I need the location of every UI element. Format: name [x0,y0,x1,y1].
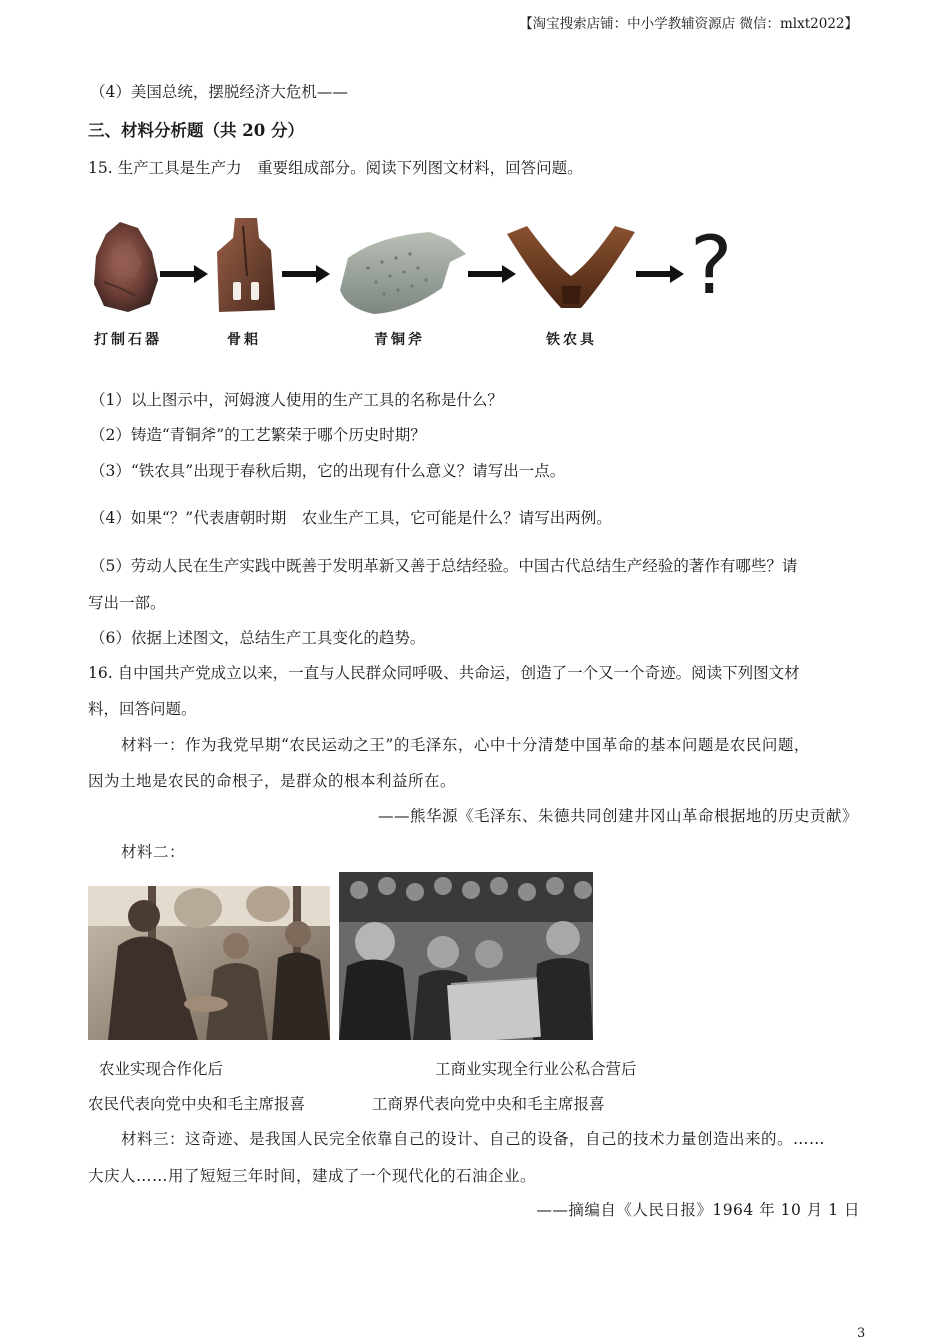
chipped-stone-tool-image [90,218,160,314]
q15-sub5: （5）劳动人民在生产实践中既善于发明革新又善于总结经验。中国古代总结生产经验的著作有哪些？请 [90,557,798,575]
section-title: 三、材料分析题（共 20 分） [88,121,304,140]
q16-stem-cont: 料，回答问题。 [88,700,197,718]
tool-label-bone: 骨耜 [227,332,261,348]
tool-label-bronze: 青铜斧 [374,332,425,348]
q15-sub1: （1）以上图示中，河姆渡人使用的生产工具的名称是什么？ [90,391,503,409]
material-2-label: 材料二： [121,843,186,861]
material-1: 材料一：作为我党早期“农民运动之王”的毛泽东，心中十分清楚中国革命的基本问题是农民问题， [121,736,810,754]
caption-right-2: 工商界代表向党中央和毛主席报喜 [372,1095,605,1113]
arrow-icon [160,265,208,283]
q15-sub3: （3）“铁农具”出现于春秋后期，它的出现有什么意义？请写出一点。 [90,462,566,480]
material-1-cont: 因为土地是农民的命根子，是群众的根本利益所在。 [88,772,457,790]
arrow-icon [282,265,330,283]
question-mark: ? [690,219,733,312]
page-number: 3 [857,1326,866,1341]
material-3-cont: 大庆人……用了短短三年时间，建成了一个现代化的石油企业。 [88,1167,537,1185]
bone-spade-image [213,216,279,316]
bronze-axe-image [338,228,468,316]
page-header: 【淘宝搜索店铺：中小学教辅资源店 微信：mlxt2022】 [519,16,858,32]
material-3-source: ——摘编自《人民日报》1964 年 10 月 1 日 [536,1201,860,1219]
caption-left-1: 农业实现合作化后 [99,1060,224,1078]
tool-label-iron: 铁农具 [546,332,597,348]
q15-sub6: （6）依据上述图文，总结生产工具变化的趋势。 [90,629,426,647]
q15-stem: 15. 生产工具是生产力 重要组成部分。阅读下列图文材料，回答问题。 [88,159,583,177]
caption-right-1: 工商业实现全行业公私合营后 [435,1060,637,1078]
material-3: 材料三：这奇迹、是我国人民完全依靠自己的设计、自己的设备，自己的技术力量创造出来的。…… [121,1130,826,1148]
tool-label-stone: 打制石器 [94,332,162,348]
arrow-icon [636,265,684,283]
material-1-source: ——熊华源《毛泽东、朱德共同创建井冈山革命根据地的历史贡献》 [377,807,858,825]
q15-sub2: （2）铸造“青铜斧”的工艺繁荣于哪个历史时期？ [90,426,426,444]
q16-stem: 16. 自中国共产党成立以来，一直与人民群众同呼吸、共命运，创造了一个又一个奇迹。阅读下列图文材 [88,664,800,682]
q15-sub4: （4）如果“？”代表唐朝时期 农业生产工具，它可能是什么？请写出两例。 [90,509,612,527]
caption-left-2: 农民代表向党中央和毛主席报喜 [88,1095,306,1113]
iron-farm-tool-image [505,224,637,312]
photo-business-report [339,872,593,1040]
q15-sub5-cont: 写出一部。 [88,594,166,612]
q14-sub4: （4）美国总统，摆脱经济大危机—— [90,83,348,101]
photo-farmers-report [88,886,330,1040]
